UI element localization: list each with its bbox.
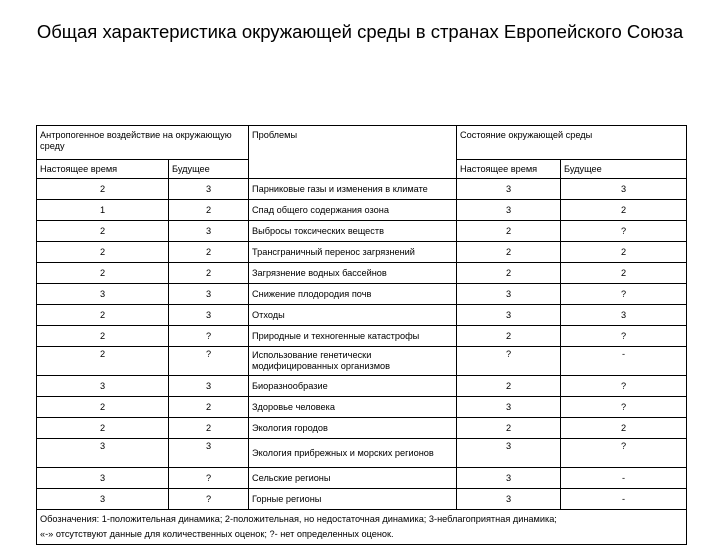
table-row	[37, 263, 687, 284]
header-state: Состояние окружающей среды	[457, 126, 687, 160]
legend-line-1: Обозначения: 1-положительная динамика; 2-положительная, но недостаточная динамика; 3-неблагоприятная динамика;	[40, 514, 557, 524]
state-present-cell: 3	[457, 305, 561, 326]
anthropogenic-present-cell: 3	[37, 468, 169, 489]
problem-cell: Снижение плодородия почв	[249, 284, 457, 305]
table-row	[37, 376, 687, 397]
anthropogenic-future-cell: 3	[169, 284, 249, 305]
table-row	[37, 200, 687, 221]
anthropogenic-present-cell: 2	[37, 326, 169, 347]
problem-cell: Спад общего содержания озона	[249, 200, 457, 221]
table-row	[37, 305, 687, 326]
state-present-cell: 2	[457, 242, 561, 263]
header-problems: Проблемы	[249, 126, 457, 179]
header-anthropogenic: Антропогенное воздействие на окружающую среду	[37, 126, 249, 160]
state-future-cell: ?	[561, 221, 687, 242]
state-future-cell: -	[561, 468, 687, 489]
state-present-cell: 3	[457, 284, 561, 305]
anthropogenic-present-cell: 1	[37, 200, 169, 221]
problem-cell: Горные регионы	[249, 489, 457, 510]
problem-cell: Трансграничный перенос загрязнений	[249, 242, 457, 263]
table-row	[37, 221, 687, 242]
anthropogenic-present-cell: 3	[37, 489, 169, 510]
anthropogenic-future-cell: 2	[169, 397, 249, 418]
anthropogenic-present-cell: 3	[37, 439, 169, 468]
table-row	[37, 326, 687, 347]
anthropogenic-present-cell: 2	[37, 179, 169, 200]
header-anthropogenic-present: Настоящее время	[37, 160, 169, 179]
anthropogenic-present-cell: 2	[37, 263, 169, 284]
problem-cell: Отходы	[249, 305, 457, 326]
problem-cell: Использование генетически модифицированных организмов	[249, 347, 457, 376]
problem-cell: Сельские регионы	[249, 468, 457, 489]
state-future-cell: ?	[561, 284, 687, 305]
table-row	[37, 439, 687, 468]
anthropogenic-future-cell: 2	[169, 263, 249, 284]
state-future-cell: 3	[561, 179, 687, 200]
anthropogenic-present-cell: 2	[37, 397, 169, 418]
state-future-cell: -	[561, 347, 687, 376]
state-present-cell: 2	[457, 376, 561, 397]
state-present-cell: 2	[457, 326, 561, 347]
anthropogenic-future-cell: 3	[169, 179, 249, 200]
table-row	[37, 242, 687, 263]
anthropogenic-future-cell: ?	[169, 489, 249, 510]
state-future-cell: 2	[561, 263, 687, 284]
anthropogenic-present-cell: 2	[37, 221, 169, 242]
state-present-cell: ?	[457, 347, 561, 376]
anthropogenic-present-cell: 2	[37, 347, 169, 376]
state-future-cell: ?	[561, 326, 687, 347]
state-present-cell: 3	[457, 439, 561, 468]
anthropogenic-future-cell: 3	[169, 221, 249, 242]
state-future-cell: ?	[561, 439, 687, 468]
header-anthropogenic-future: Будущее	[169, 160, 249, 179]
state-future-cell: 2	[561, 418, 687, 439]
legend	[37, 510, 687, 545]
table-row	[37, 397, 687, 418]
problem-cell: Выбросы токсических веществ	[249, 221, 457, 242]
table-body	[37, 179, 687, 510]
anthropogenic-present-cell: 2	[37, 305, 169, 326]
state-present-cell: 2	[457, 263, 561, 284]
table-row	[37, 284, 687, 305]
table-row	[37, 347, 687, 376]
problem-cell: Биоразнообразие	[249, 376, 457, 397]
state-present-cell: 2	[457, 418, 561, 439]
anthropogenic-future-cell: 3	[169, 305, 249, 326]
state-present-cell: 3	[457, 468, 561, 489]
state-present-cell: 2	[457, 221, 561, 242]
header-state-future: Будущее	[561, 160, 687, 179]
anthropogenic-future-cell: ?	[169, 468, 249, 489]
table-row	[37, 468, 687, 489]
anthropogenic-future-cell: 2	[169, 242, 249, 263]
table-row	[37, 489, 687, 510]
state-future-cell: 3	[561, 305, 687, 326]
anthropogenic-future-cell: ?	[169, 347, 249, 376]
anthropogenic-present-cell: 2	[37, 418, 169, 439]
state-future-cell: 2	[561, 200, 687, 221]
state-future-cell: 2	[561, 242, 687, 263]
header-state-present: Настоящее время	[457, 160, 561, 179]
legend-line-2: «-» отсутствуют данные для количественных оценок; ?- нет определенных оценок.	[40, 529, 394, 539]
state-present-cell: 3	[457, 397, 561, 418]
anthropogenic-future-cell: 2	[169, 200, 249, 221]
anthropogenic-future-cell: 3	[169, 439, 249, 468]
environment-table	[36, 125, 687, 545]
anthropogenic-present-cell: 2	[37, 242, 169, 263]
state-present-cell: 3	[457, 179, 561, 200]
problem-cell: Экология городов	[249, 418, 457, 439]
state-present-cell: 3	[457, 489, 561, 510]
anthropogenic-present-cell: 3	[37, 284, 169, 305]
table-row	[37, 179, 687, 200]
problem-cell: Природные и техногенные катастрофы	[249, 326, 457, 347]
problem-cell: Здоровье человека	[249, 397, 457, 418]
anthropogenic-future-cell: 2	[169, 418, 249, 439]
problem-cell: Загрязнение водных бассейнов	[249, 263, 457, 284]
page-title: Общая характеристика окружающей среды в странах Европейского Союза	[36, 21, 684, 42]
table-row	[37, 418, 687, 439]
state-future-cell: -	[561, 489, 687, 510]
anthropogenic-future-cell: 3	[169, 376, 249, 397]
anthropogenic-future-cell: ?	[169, 326, 249, 347]
state-present-cell: 3	[457, 200, 561, 221]
anthropogenic-present-cell: 3	[37, 376, 169, 397]
problem-cell: Экология прибрежных и морских регионов	[249, 439, 457, 468]
state-future-cell: ?	[561, 376, 687, 397]
state-future-cell: ?	[561, 397, 687, 418]
problem-cell: Парниковые газы и изменения в климате	[249, 179, 457, 200]
